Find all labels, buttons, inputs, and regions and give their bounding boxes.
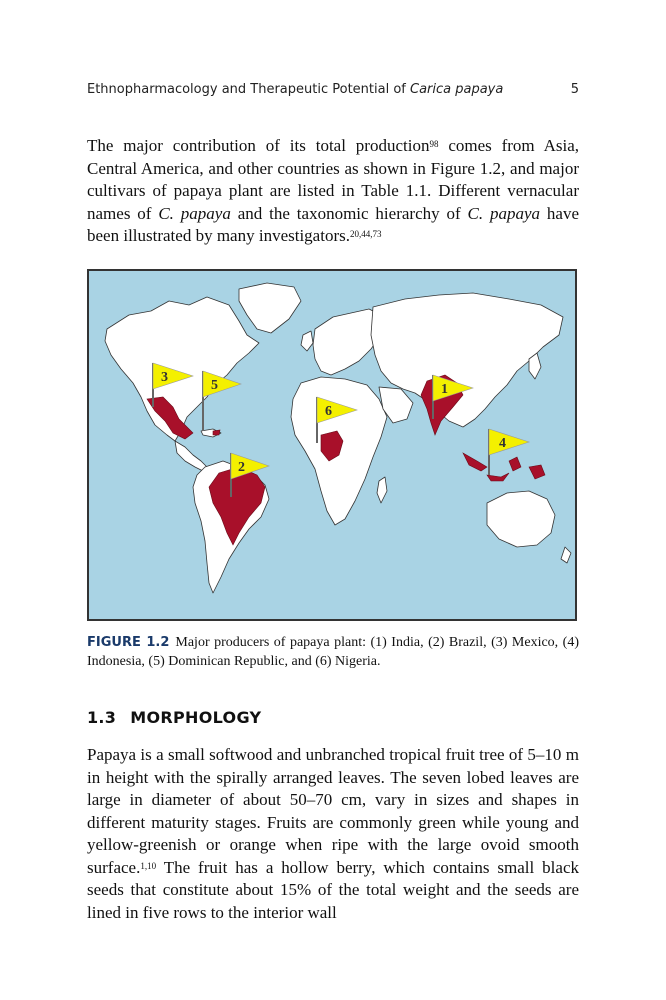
running-title-text: Ethnopharmacology and Therapeutic Potential of <box>87 82 410 97</box>
figure-caption <box>87 633 579 671</box>
citation-ref[interactable]: 98 <box>429 139 439 149</box>
caption-text: Major producers of papaya plant: (1) India, (2) Brazil, (3) Mexico, (4) Indonesia, (5) Dominican Republic, and (6) Nigeria. <box>87 635 579 669</box>
para1-text-4: have been illustrated by many investigators. <box>87 203 580 245</box>
flag-number-3: 3 <box>161 370 168 385</box>
flag-number-5: 5 <box>211 378 218 393</box>
para1-text-2: comes from Asia, Central America, and other countries as shown in Figure 1.2, and major cultivars of papaya plant are listed in Table 1.1. Different vernacular names of <box>87 136 579 223</box>
flag-number-6: 6 <box>325 404 332 419</box>
section-number: 1.3 <box>87 708 117 727</box>
body-paragraph-1 <box>87 135 579 248</box>
section-heading <box>87 708 261 727</box>
world-map <box>89 271 575 619</box>
highlight-dominican-republic <box>213 430 220 435</box>
flag-number-1: 1 <box>441 382 448 397</box>
flag-number-4: 4 <box>499 436 506 451</box>
running-title <box>87 82 503 97</box>
para2-text-1: Papaya is a small softwood and unbranched tropical fruit tree of 5–10 m in height with the spirally arranged leaves. The seven lobed leaves are large in diameter of about 50–70 cm, vary in sizes and shapes in different maturity stages. Fruits are commonly green while young and yellow-greenish or orange when ripe with the large ovoid smooth surface. <box>87 745 579 877</box>
citation-ref[interactable]: 1,10 <box>140 860 157 871</box>
section-title: MORPHOLOGY <box>130 708 262 727</box>
species-name: C. papaya <box>158 203 231 223</box>
para1-text-3: and the taxonomic hierarchy of <box>230 203 468 223</box>
world-map-figure <box>87 269 577 621</box>
para1-text-1: The major contribution of its total production <box>87 136 430 155</box>
citation-ref[interactable]: 20,44,73 <box>349 229 382 239</box>
running-title-species: Carica papaya <box>410 82 504 97</box>
page-number: 5 <box>570 82 579 97</box>
para2-text-2: The fruit has a hollow berry, which contains small black seeds that constitute about 15% of the total weight and the seeds are lined in five rows to the interior wall <box>87 857 579 922</box>
flag-number-2: 2 <box>238 460 245 475</box>
running-header <box>87 82 579 102</box>
species-name: C. papaya <box>467 203 541 223</box>
figure-label: FIGURE 1.2 <box>87 635 170 650</box>
body-paragraph-2 <box>87 744 579 924</box>
